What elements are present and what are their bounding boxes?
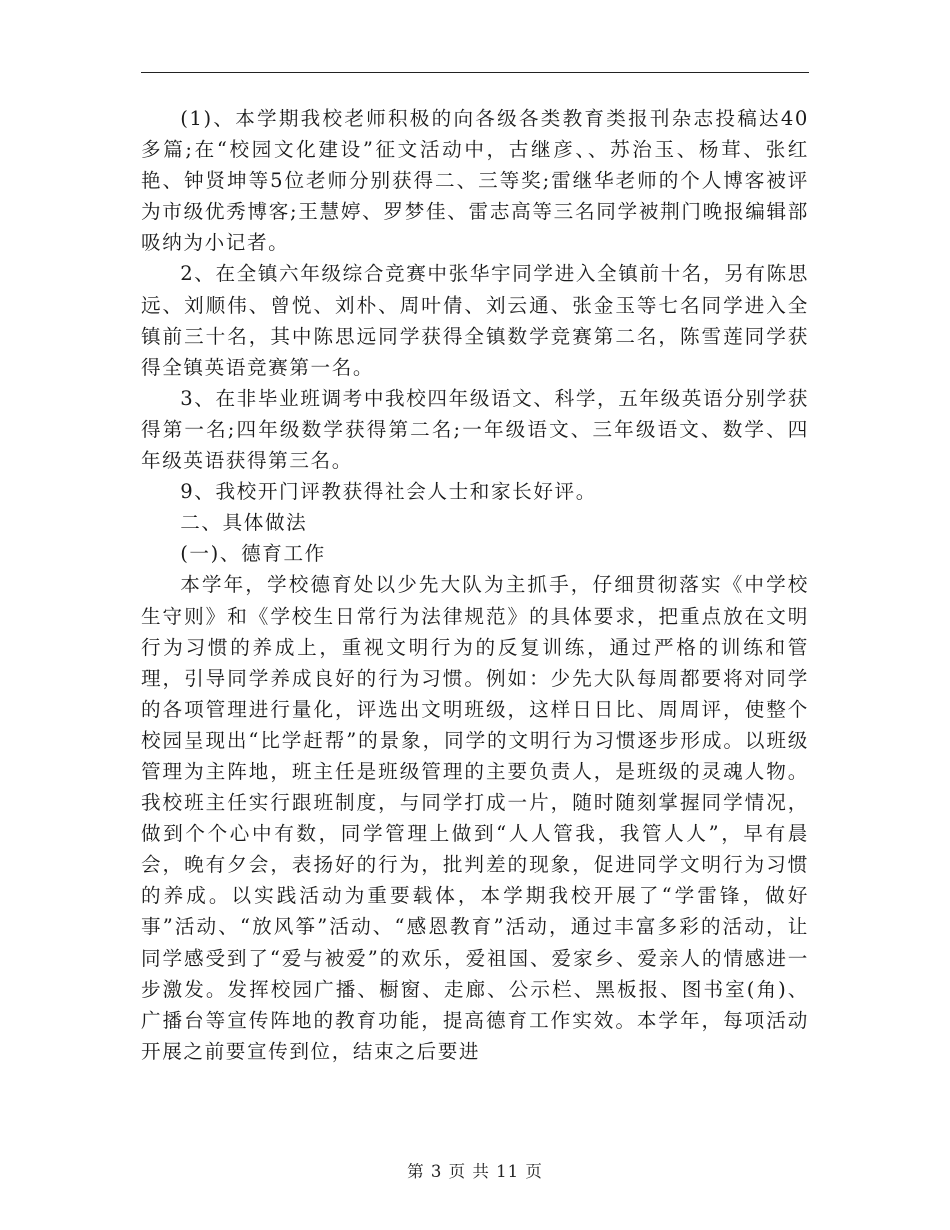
footer-middle: 页 共 bbox=[448, 1162, 490, 1181]
footer-page-number: 3 bbox=[430, 1162, 443, 1181]
footer-suffix: 页 bbox=[525, 1162, 543, 1181]
paragraph-achievements-publications: (1)、本学期我校老师积极的向各级各类教育类报刊杂志投稿达40多篇;在“校园文化建设”征文活动中，古继彦、、苏治玉、杨茸、张红艳、钟贤坤等5位老师分别获得二、三等奖;雷继华老师的个人博客被评为市级优秀博客;王慧婷、罗梦佳、雷志高等三名同学被荆门晚报编辑部吸纳为小记者。 bbox=[141, 107, 809, 255]
paragraph-town-competition: 2、在全镇六年级综合竞赛中张华宇同学进入全镇前十名，另有陈思远、刘顺伟、曾悦、刘朴、周叶倩、刘云通、张金玉等七名同学进入全镇前三十名，其中陈思远同学获得全镇数学竞赛第二名，陈雪莲同学获得全镇英语竞赛第一名。 bbox=[141, 262, 809, 379]
footer-total-pages: 11 bbox=[496, 1162, 520, 1181]
page-footer bbox=[0, 1158, 950, 1182]
header-rule bbox=[141, 72, 809, 73]
document-body bbox=[141, 103, 809, 1067]
section-heading-methods: 二、具体做法 bbox=[180, 511, 308, 535]
paragraph-exam-results: 3、在非毕业班调考中我校四年级语文、科学，五年级英语分别学获得第一名;四年级数学获得第二名;一年级语文、三年级语文、数学、四年级英语获得第三名。 bbox=[141, 386, 809, 473]
footer-prefix: 第 bbox=[407, 1162, 425, 1181]
paragraph-open-evaluation: 9、我校开门评教获得社会人士和家长好评。 bbox=[180, 480, 597, 504]
paragraph-moral-education: 本学年，学校德育处以少先大队为主抓手，仔细贯彻落实《中学校生守则》和《学校生日常行为法律规范》的具体要求，把重点放在文明行为习惯的养成上，重视文明行为的反复训练，通过严格的训练和管理，引导同学养成良好的行为习惯。例如：少先大队每周都要将对同学的各项管理进行量化，评选出文明班级，这样日日比、周周评，使整个校园呈现出“比学赶帮”的景象，同学的文明行为习惯逐步形成。以班级管理为主阵地，班主任是班级管理的主要负责人，是班级的灵魂人物。我校班主任实行跟班制度，与同学打成一片，随时随刻掌握同学情况，做到个个心中有数，同学管理上做到“人人管我，我管人人”，早有晨会，晚有夕会，表扬好的行为，批判差的现象，促进同学文明行为习惯的养成。以实践活动为重要载体，本学期我校开展了“学雷锋，做好事”活动、“放风筝”活动、“感恩教育”活动，通过丰富多彩的活动，让同学感受到了“爱与被爱”的欢乐，爱祖国、爱家乡、爱亲人的情感进一步激发。发挥校园广播、橱窗、走廊、公示栏、黑板报、图书室(角)、广播台等宣传阵地的教育功能，提高德育工作实效。本学年，每项活动开展之前要宣传到位，结束之后要进 bbox=[141, 573, 809, 1063]
subsection-heading-moral-education: (一)、德育工作 bbox=[180, 542, 326, 566]
